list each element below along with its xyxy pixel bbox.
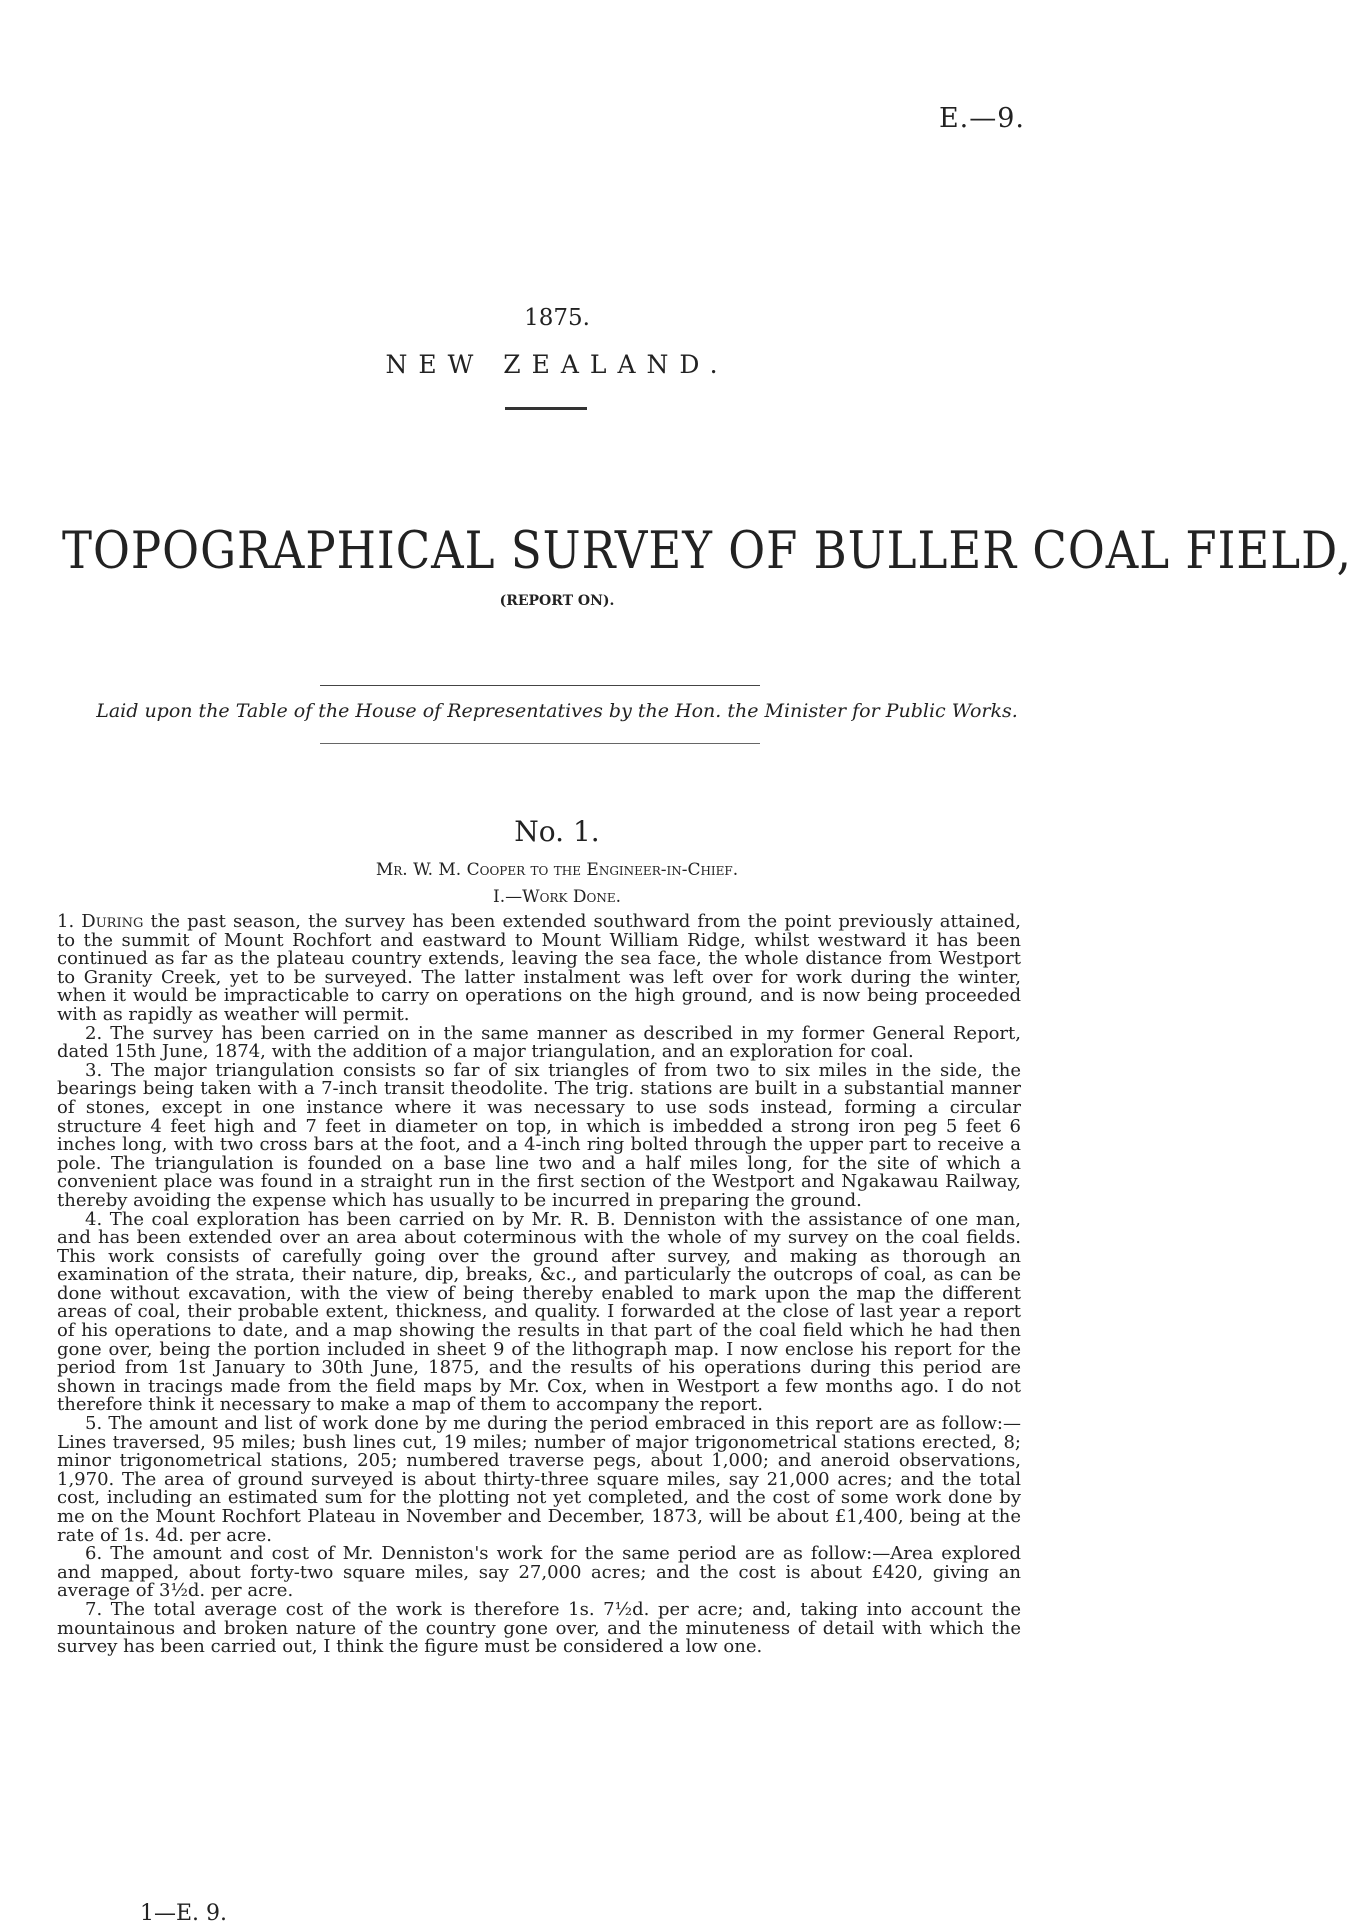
laid-upon-line: Laid upon the Table of the House of Representatives by the Hon. the Minister for Public Works. xyxy=(96,700,1018,722)
decorative-rule xyxy=(505,407,587,410)
country-heading: NEW ZEALAND. xyxy=(385,350,729,379)
paragraph: 2. The survey has been carried on in the same manner as described in my former General Report, dated 15th June, 1874, with the addition of a major triangulation, and an exploration for coal. xyxy=(57,1022,1021,1063)
page-title: TOPOGRAPHICAL SURVEY OF BULLER COAL FIELD, xyxy=(62,520,1352,581)
divider-bottom xyxy=(320,743,760,744)
paragraph: 1. During the past season, the survey has been extended southward from the point previously attained, to the summit of Mount Rochfort and eastward to Mount William Ridge, whilst westward it has been continued as far as the plateau country extends, leaving the sea face, the whole distance from Westport to Granity Creek, yet to be surveyed. The latter instalment was left over for work during the winter, when it would be impracticable to carry on operations on the high ground, and is now being proceeded with as rapidly as weather will permit. xyxy=(57,911,1021,1025)
report-body xyxy=(57,913,1021,1657)
section-heading: I.—Work Done. xyxy=(493,887,621,907)
divider-top xyxy=(320,685,760,686)
page-id: E.—9. xyxy=(938,103,1025,134)
paragraph: 7. The total average cost of the work is therefore 1s. 7½d. per acre; and, taking into account the mountainous and broken nature of the country gone over, and the minuteness of detail with which the survey has been carried out, I think the figure must be considered a low one. xyxy=(57,1598,1021,1658)
addressee-line: Mr. W. M. Cooper to the Engineer-in-Chief. xyxy=(375,860,739,880)
lead-word: During xyxy=(81,911,144,932)
paragraph: 5. The amount and list of work done by me during the period embraced in this report are as follow:—Lines traversed, 95 miles; bush lines cut, 19 miles; number of major trigonometrical stations erected, 8; minor trigonometrical stations, 205; numbered traverse pegs, about 1,000; and aneroid observations, 1,970. The area of ground surveyed is about thirty-three square miles, say 21,000 acres; and the total cost, including an estimated sum for the plotting not yet completed, and the cost of some work done by me on the Mount Rochfort Plateau in November and December, 1873, will be about £1,400, being at the rate of 1s. 4d. per acre. xyxy=(57,1413,1021,1546)
document-number: No. 1. xyxy=(514,815,600,848)
year: 1875. xyxy=(524,305,590,331)
paragraph: 3. The major triangulation consists so far of six triangles of from two to six miles in the side, the bearings being taken with a 7-inch transit theodolite. The trig. stations are built in a substantial manner of stones, except in one instance where it was necessary to use sods instead, forming a circular structure 4 feet high and 7 feet in diameter on top, in which is imbedded a strong iron peg 5 feet 6 inches long, with two cross bars at the foot, and a 4-inch ring bolted through the upper part to receive a pole. The triangulation is founded on a base line two and a half miles long, for the site of which a convenient place was found in a straight run in the first section of the Westport and Ngakawau Railway, thereby avoiding the expense which has usually to be incurred in preparing the ground. xyxy=(57,1059,1021,1211)
paragraph: 6. The amount and cost of Mr. Denniston's work for the same period are as follow:—Area explored and mapped, about forty-two square miles, say 27,000 acres; and the cost is about £420, giving an average of 3½d. per acre. xyxy=(57,1543,1021,1602)
page-signature: 1—E. 9. xyxy=(140,1901,228,1926)
page-subtitle: (REPORT ON). xyxy=(499,593,615,609)
paragraph: 4. The coal exploration has been carried on by Mr. R. B. Denniston with the assistance of one man, and has been extended over an area about coterminous with the whole of my survey on the coal fields. This work consists of carefully going over the ground after survey, and making as thorough an examination of the strata, their nature, dip, breaks, &c., and particularly the outcrops of coal, as can be done without excavation, with the view of being thereby enabled to mark upon the map the different areas of coal, their probable extent, thickness, and quality. I forwarded at the close of last year a report of his operations to date, and a map showing the results in that part of the coal field which he had then gone over, being the portion included in sheet 9 of the lithograph map. I now enclose his report for the period from 1st January to 30th June, 1875, and the results of his operations during this period are shown in tracings made from the field maps by Mr. Cox, when in Westport a few months ago. I do not therefore think it necessary to make a map of them to accompany the report. xyxy=(57,1208,1021,1416)
